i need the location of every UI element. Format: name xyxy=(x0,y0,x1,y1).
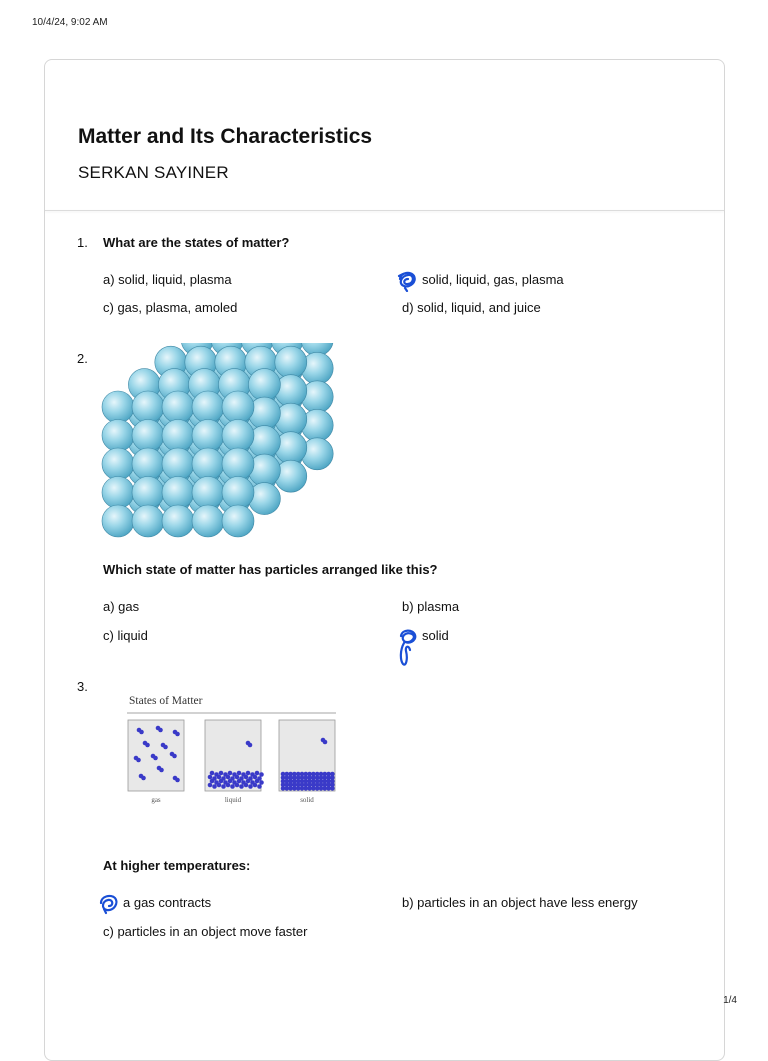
gas-label: gas xyxy=(151,796,161,804)
gas-particle xyxy=(139,730,144,735)
lattice-sphere xyxy=(275,346,307,378)
lattice-sphere xyxy=(192,391,224,423)
liquid-particle xyxy=(210,779,215,784)
q3-question: At higher temperatures: xyxy=(103,858,251,873)
liquid-particle xyxy=(230,784,235,789)
liquid-particle xyxy=(219,779,224,784)
q2-question: Which state of matter has particles arranged like this? xyxy=(103,562,438,577)
lattice-sphere xyxy=(192,477,224,509)
liquid-particle xyxy=(246,779,251,784)
q2-option-a[interactable]: a) gas xyxy=(103,599,140,614)
liquid-particle xyxy=(235,783,240,788)
q1-question: What are the states of matter? xyxy=(103,235,290,250)
lattice-sphere xyxy=(222,505,254,537)
liquid-particle xyxy=(239,784,244,789)
liquid-particle xyxy=(212,784,217,789)
lattice-sphere xyxy=(132,420,164,452)
figure-title: States of Matter xyxy=(129,695,203,707)
lattice-sphere xyxy=(162,477,194,509)
gas-particle xyxy=(141,776,146,781)
liquid-particle xyxy=(248,743,253,748)
liquid-particle xyxy=(235,775,240,780)
liquid-particle xyxy=(244,783,249,788)
quiz-title: Matter and Its Characteristics xyxy=(78,125,373,148)
liquid-particle xyxy=(253,783,258,788)
states-of-matter-figure xyxy=(125,688,345,810)
gas-particle xyxy=(175,778,180,783)
liquid-particle xyxy=(210,771,215,776)
lattice-sphere xyxy=(162,420,194,452)
liquid-particle xyxy=(226,783,231,788)
lattice-sphere xyxy=(192,448,224,480)
print-timestamp: 10/4/24, 9:02 AM xyxy=(32,17,108,28)
liquid-particle xyxy=(208,775,213,780)
solid-particle xyxy=(323,740,328,745)
liquid-particle xyxy=(237,779,242,784)
lattice-sphere xyxy=(102,448,134,480)
gas-particle xyxy=(158,728,163,733)
liquid-particle xyxy=(246,771,251,776)
lattice-sphere xyxy=(222,391,254,423)
lattice-sphere xyxy=(102,477,134,509)
liquid-particle xyxy=(255,771,260,776)
liquid-particle xyxy=(259,772,264,777)
liquid-particle xyxy=(255,779,260,784)
q3-option-a[interactable]: a gas contracts xyxy=(123,895,212,910)
liquid-particle xyxy=(228,771,233,776)
lattice-sphere xyxy=(222,477,254,509)
gas-particle xyxy=(159,768,164,773)
q1-option-d[interactable]: d) solid, liquid, and juice xyxy=(402,300,541,315)
lattice-sphere xyxy=(102,420,134,452)
q3-option-c[interactable]: c) particles in an object move faster xyxy=(103,924,308,939)
q2-option-c[interactable]: c) liquid xyxy=(103,628,148,643)
liquid-particle xyxy=(219,771,224,776)
q3-option-b[interactable]: b) particles in an object have less energy xyxy=(402,895,638,910)
lattice-sphere xyxy=(132,448,164,480)
lattice-sphere xyxy=(132,391,164,423)
liquid-particle xyxy=(257,784,262,789)
page-number: 1/4 xyxy=(723,995,737,1006)
liquid-label: liquid xyxy=(224,796,242,804)
q2-option-d[interactable]: solid xyxy=(422,628,449,643)
lattice-sphere xyxy=(162,448,194,480)
solid-particle xyxy=(330,786,335,791)
lattice-sphere xyxy=(102,505,134,537)
quiz-author: SERKAN SAYINER xyxy=(78,163,229,182)
q3-answer-scribble xyxy=(97,891,121,915)
liquid-particle xyxy=(217,775,222,780)
gas-particle xyxy=(175,732,180,737)
q1-option-a[interactable]: a) solid, liquid, plasma xyxy=(103,272,232,287)
liquid-particle xyxy=(248,784,253,789)
lattice-sphere xyxy=(192,505,224,537)
q2-number: 2. xyxy=(77,351,88,366)
lattice-sphere xyxy=(162,505,194,537)
lattice-sphere xyxy=(222,420,254,452)
liquid-particle xyxy=(208,783,213,788)
liquid-particle xyxy=(226,775,231,780)
liquid-particle xyxy=(253,775,258,780)
gas-particle xyxy=(153,756,158,761)
gas-particle xyxy=(172,754,177,759)
solid-label: solid xyxy=(300,796,314,804)
q1-option-b[interactable]: solid, liquid, gas, plasma xyxy=(422,272,564,287)
q2-answer-scribble xyxy=(396,626,422,668)
lattice-sphere xyxy=(222,448,254,480)
solid-lattice-image xyxy=(100,343,360,550)
liquid-particle xyxy=(228,779,233,784)
liquid-particle xyxy=(237,771,242,776)
lattice-sphere xyxy=(132,477,164,509)
liquid-particle xyxy=(217,783,222,788)
q1-number: 1. xyxy=(77,235,88,250)
gas-particle xyxy=(145,743,150,748)
q1-answer-scribble xyxy=(395,268,421,292)
liquid-particle xyxy=(259,780,264,785)
gas-particle xyxy=(163,745,168,750)
lattice-sphere xyxy=(248,369,280,401)
lattice-sphere xyxy=(132,505,164,537)
liquid-particle xyxy=(221,784,226,789)
quiz-card xyxy=(44,59,725,1061)
lattice-sphere xyxy=(162,391,194,423)
liquid-particle xyxy=(244,775,249,780)
q3-number: 3. xyxy=(77,679,88,694)
gas-particle xyxy=(136,758,141,763)
header-divider xyxy=(45,210,724,211)
q1-option-c[interactable]: c) gas, plasma, amoled xyxy=(103,300,238,315)
q2-option-b[interactable]: b) plasma xyxy=(402,599,460,614)
lattice-sphere xyxy=(192,420,224,452)
lattice-sphere xyxy=(102,391,134,423)
